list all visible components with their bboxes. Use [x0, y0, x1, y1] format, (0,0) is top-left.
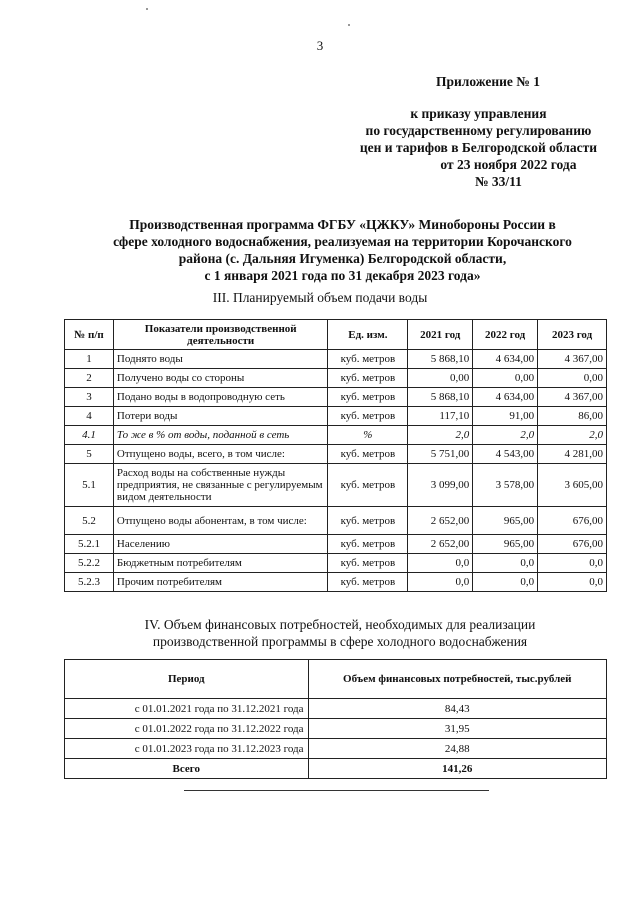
row-indicator: Расход воды на собственные нужды предприятия, не связанные с регулируемым видом деятельности: [113, 464, 328, 507]
financial-needs-table: [64, 659, 607, 779]
row-amount: 31,95: [308, 719, 606, 739]
row-unit: куб. метров: [328, 535, 408, 554]
row-number: 5.1: [65, 464, 114, 507]
program-title-line: сфере холодного водоснабжения, реализуемая на территории Корочанского: [113, 234, 572, 249]
col-header-period: Период: [65, 660, 309, 699]
order-line: цен и тарифов в Белгородской области: [359, 140, 597, 155]
row-2023: 2,0: [538, 426, 607, 445]
row-indicator: Получено воды со стороны: [113, 369, 328, 388]
row-2023: 676,00: [538, 507, 607, 535]
row-indicator: Подано воды в водопроводную сеть: [113, 388, 328, 407]
col-header-amount: Объем финансовых потребностей, тыс.рублей: [308, 660, 606, 699]
row-number: 5: [65, 445, 114, 464]
row-unit: %: [328, 426, 408, 445]
row-number: 5.2: [65, 507, 114, 535]
col-header-2023: 2023 год: [538, 320, 607, 350]
row-number: 5.2.1: [65, 535, 114, 554]
footer-divider: [184, 790, 489, 791]
row-2023: 676,00: [538, 535, 607, 554]
program-title-line: с 1 января 2021 года по 31 декабря 2023 года»: [204, 268, 481, 283]
total-row: [65, 759, 607, 779]
scan-speck: [146, 8, 148, 10]
appendix-heading: Приложение № 1: [436, 74, 540, 89]
row-2021: 3 099,00: [408, 464, 473, 507]
water-supply-table: [64, 319, 607, 592]
row-2021: 5 751,00: [408, 445, 473, 464]
row-2022: 4 634,00: [473, 350, 538, 369]
row-amount: 84,43: [308, 699, 606, 719]
section4-title: [100, 616, 580, 650]
row-2022: 3 578,00: [473, 464, 538, 507]
order-line: № 33/11: [474, 174, 522, 189]
row-number: 1: [65, 350, 114, 369]
table-row: [65, 464, 607, 507]
row-2023: 4 281,00: [538, 445, 607, 464]
table-header-row: [65, 320, 607, 350]
row-2022: 965,00: [473, 507, 538, 535]
row-2022: 0,0: [473, 573, 538, 592]
row-2021: 2 652,00: [408, 507, 473, 535]
row-unit: куб. метров: [328, 350, 408, 369]
row-indicator: То же в % от воды, поданной в сеть: [113, 426, 328, 445]
page-number: 3: [316, 38, 324, 53]
row-indicator: Потери воды: [113, 407, 328, 426]
table-row: [65, 739, 607, 759]
order-line: от 23 ноября 2022 года: [440, 157, 577, 172]
total-label: Всего: [65, 759, 309, 779]
table-row: [65, 369, 607, 388]
program-title-line: Производственная программа ФГБУ «ЦЖКУ» Минобороны России в: [129, 217, 556, 232]
row-2023: 0,00: [538, 369, 607, 388]
table-header-row: [65, 660, 607, 699]
row-unit: куб. метров: [328, 445, 408, 464]
row-unit: куб. метров: [328, 573, 408, 592]
row-2022: 0,0: [473, 554, 538, 573]
row-2023: 3 605,00: [538, 464, 607, 507]
row-indicator: Прочим потребителям: [113, 573, 328, 592]
order-line: по государственному регулированию: [365, 123, 592, 138]
col-header-2021: 2021 год: [408, 320, 473, 350]
row-period: с 01.01.2023 года по 31.12.2023 года: [65, 739, 309, 759]
row-indicator: Поднято воды: [113, 350, 328, 369]
row-unit: куб. метров: [328, 554, 408, 573]
row-2021: 5 868,10: [408, 350, 473, 369]
col-header-indicator: Показатели производственной деятельности: [113, 320, 328, 350]
row-amount: 24,88: [308, 739, 606, 759]
row-2021: 0,0: [408, 573, 473, 592]
row-2022: 4 543,00: [473, 445, 538, 464]
table-row: [65, 507, 607, 535]
col-header-2022: 2022 год: [473, 320, 538, 350]
table-row: [65, 699, 607, 719]
row-indicator: Бюджетным потребителям: [113, 554, 328, 573]
row-2023: 4 367,00: [538, 350, 607, 369]
table-row: [65, 554, 607, 573]
table-row: [65, 535, 607, 554]
row-number: 3: [65, 388, 114, 407]
table-row: [65, 445, 607, 464]
row-2022: 2,0: [473, 426, 538, 445]
row-period: с 01.01.2022 года по 31.12.2022 года: [65, 719, 309, 739]
row-2021: 5 868,10: [408, 388, 473, 407]
row-2023: 0,0: [538, 573, 607, 592]
section4-title-line: производственной программы в сфере холодного водоснабжения: [152, 634, 528, 649]
row-2023: 86,00: [538, 407, 607, 426]
table-row: [65, 573, 607, 592]
row-indicator: Отпущено воды абонентам, в том числе:: [113, 507, 328, 535]
row-2023: 0,0: [538, 554, 607, 573]
table-row: [65, 350, 607, 369]
table-row: [65, 719, 607, 739]
row-indicator: Населению: [113, 535, 328, 554]
row-unit: куб. метров: [328, 388, 408, 407]
order-reference: [360, 105, 597, 190]
table-row: [65, 388, 607, 407]
row-unit: куб. метров: [328, 369, 408, 388]
col-header-number: № п/п: [65, 320, 114, 350]
row-unit: куб. метров: [328, 407, 408, 426]
row-2022: 0,00: [473, 369, 538, 388]
row-number: 4: [65, 407, 114, 426]
row-number: 4.1: [65, 426, 114, 445]
row-period: с 01.01.2021 года по 31.12.2021 года: [65, 699, 309, 719]
row-2022: 4 634,00: [473, 388, 538, 407]
row-number: 5.2.2: [65, 554, 114, 573]
program-title: [90, 216, 595, 284]
row-2021: 2 652,00: [408, 535, 473, 554]
row-2021: 2,0: [408, 426, 473, 445]
table-row: [65, 407, 607, 426]
section3-title: III. Планируемый объем подачи воды: [212, 290, 428, 305]
row-number: 2: [65, 369, 114, 388]
row-indicator: Отпущено воды, всего, в том числе:: [113, 445, 328, 464]
row-2022: 91,00: [473, 407, 538, 426]
row-unit: куб. метров: [328, 507, 408, 535]
row-2021: 0,0: [408, 554, 473, 573]
row-2021: 117,10: [408, 407, 473, 426]
section4-title-line: IV. Объем финансовых потребностей, необходимых для реализации: [144, 617, 536, 632]
row-2022: 965,00: [473, 535, 538, 554]
row-unit: куб. метров: [328, 464, 408, 507]
row-2021: 0,00: [408, 369, 473, 388]
row-number: 5.2.3: [65, 573, 114, 592]
program-title-line: района (с. Дальняя Игуменка) Белгородской области,: [178, 251, 507, 266]
total-amount: 141,26: [308, 759, 606, 779]
order-line: к приказу управления: [410, 106, 547, 121]
row-2023: 4 367,00: [538, 388, 607, 407]
table-row: [65, 426, 607, 445]
scan-speck: [348, 24, 350, 26]
col-header-unit: Ед. изм.: [328, 320, 408, 350]
